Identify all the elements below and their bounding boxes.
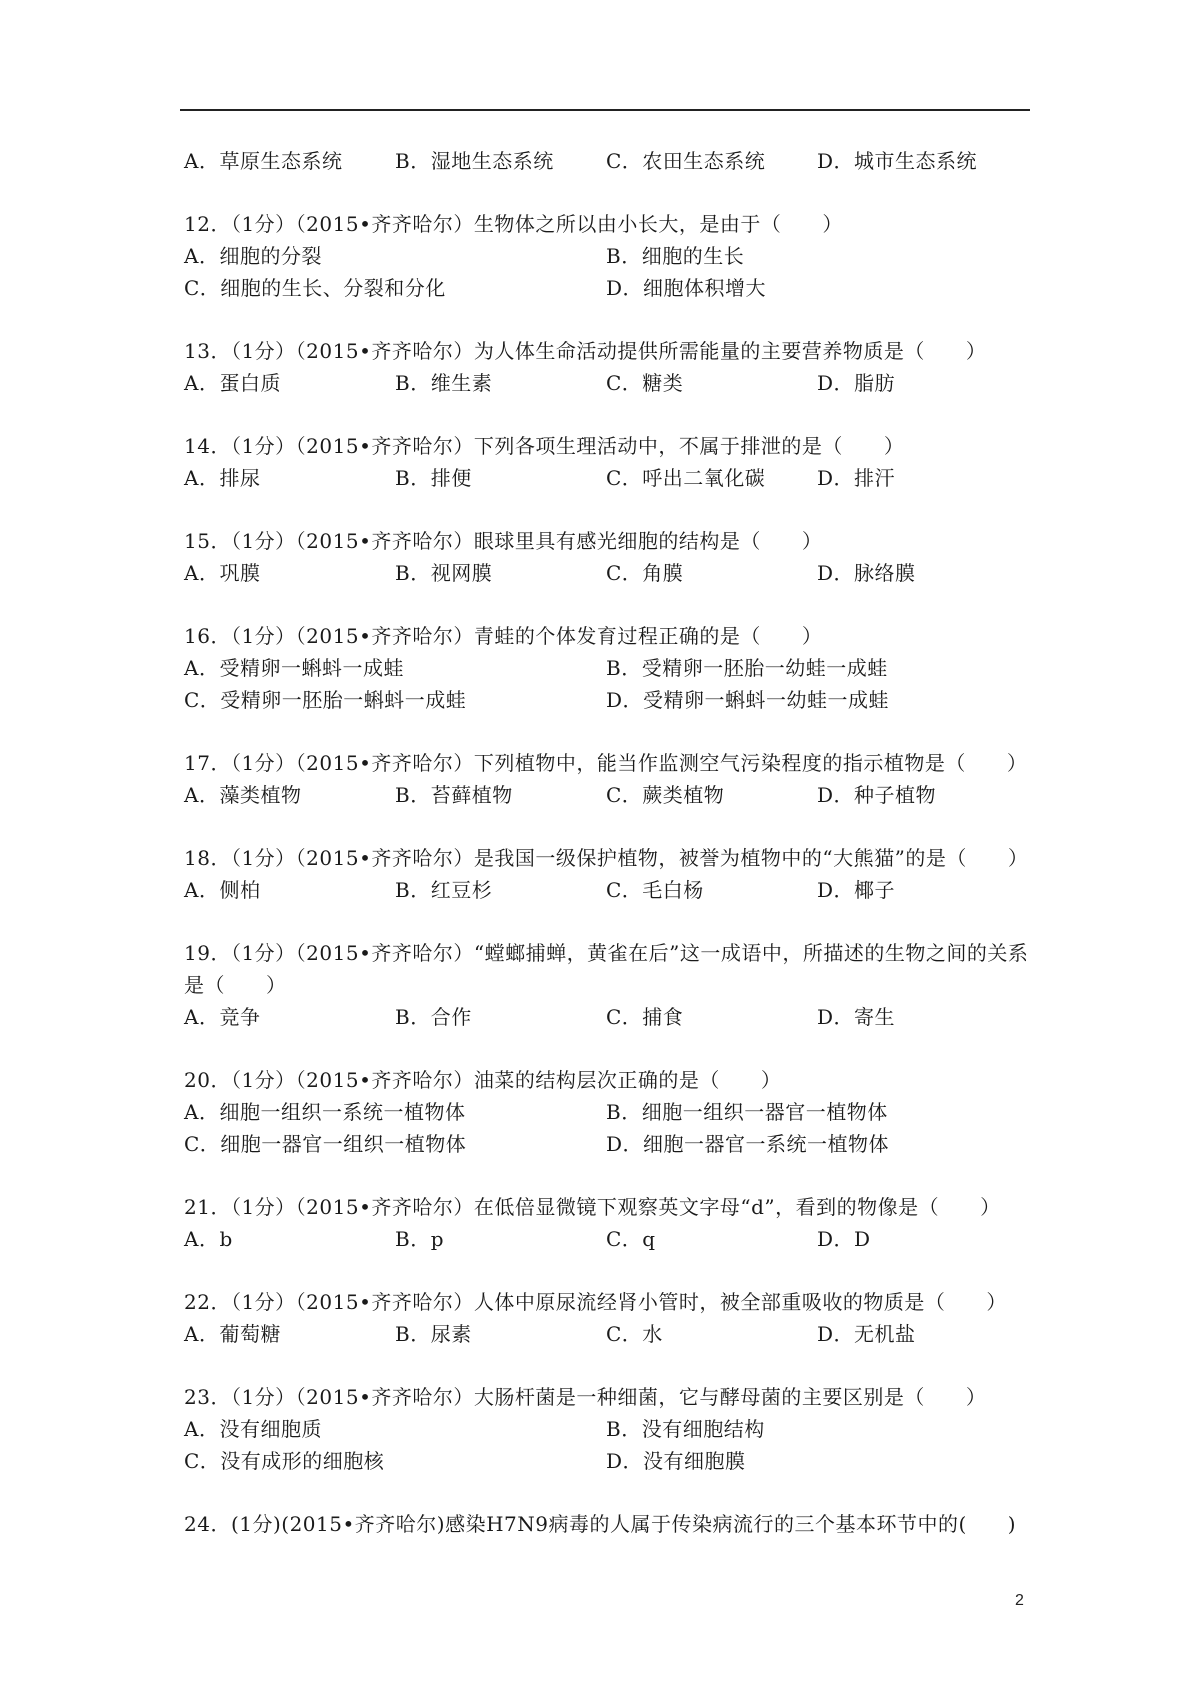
question-20 [184, 1064, 1034, 1160]
option-d: D．脂肪 [817, 371, 896, 395]
question-11-options [184, 145, 1034, 177]
option-c: C．捕食 [606, 1005, 684, 1029]
question-13 [184, 335, 1034, 399]
page-number: 2 [1015, 1592, 1024, 1609]
question-15 [184, 525, 1034, 589]
option-a: A．葡萄糖 [184, 1322, 281, 1346]
question-23 [184, 1381, 1034, 1477]
option-a: A．草原生态系统 [184, 149, 343, 173]
option-d: D．城市生态系统 [817, 149, 978, 173]
option-a: A．蛋白质 [184, 371, 281, 395]
option-d: D．椰子 [817, 878, 896, 902]
option-c: C．没有成形的细胞核 [184, 1449, 385, 1473]
question-list [184, 145, 1034, 1571]
option-a: A．藻类植物 [184, 783, 302, 807]
option-c: C．角膜 [606, 561, 684, 585]
option-b: B．红豆杉 [395, 878, 493, 902]
option-row [184, 240, 1034, 272]
option-a: A．细胞一组织一系统一植物体 [184, 1100, 466, 1124]
option-d: D．脉络膜 [817, 561, 916, 585]
option-c: C．呼出二氧化碳 [606, 466, 766, 490]
question-21 [184, 1191, 1034, 1255]
option-b: B．尿素 [395, 1322, 472, 1346]
option-d: D．受精卵一蝌蚪一幼蛙一成蛙 [606, 688, 890, 712]
option-d: D．无机盐 [817, 1322, 916, 1346]
option-row [184, 874, 1034, 906]
question-stem: 23．（1分）（2015•齐齐哈尔）大肠杆菌是一种细菌，它与酵母菌的主要区别是（ ） [184, 1385, 987, 1409]
option-row [184, 652, 1034, 684]
option-c: C．农田生态系统 [606, 149, 766, 173]
question-19 [184, 937, 1034, 1033]
option-b: B．没有细胞结构 [606, 1417, 765, 1441]
option-a: A．排尿 [184, 466, 261, 490]
question-17 [184, 747, 1034, 811]
option-a: A．巩膜 [184, 561, 261, 585]
option-d: D．寄生 [817, 1005, 896, 1029]
question-12 [184, 208, 1034, 304]
question-stem: 15．（1分）（2015•齐齐哈尔）眼球里具有感光细胞的结构是（ ） [184, 529, 823, 553]
option-b: B．排便 [395, 466, 472, 490]
option-b: B．湿地生态系统 [395, 149, 554, 173]
option-c: C．糖类 [606, 371, 684, 395]
option-a: A．侧柏 [184, 878, 261, 902]
option-c: C．受精卵一胚胎一蝌蚪一成蛙 [184, 688, 467, 712]
option-row [184, 462, 1034, 494]
option-a: A．受精卵一蝌蚪一成蛙 [184, 656, 404, 680]
option-b: B．苔藓植物 [395, 783, 513, 807]
option-row [184, 557, 1034, 589]
option-b: B．维生素 [395, 371, 493, 395]
question-stem: 21．（1分）（2015•齐齐哈尔）在低倍显微镜下观察英文字母“d”，看到的物像是（ ） [184, 1195, 1001, 1219]
option-c: C．蕨类植物 [606, 783, 725, 807]
option-b: B．细胞的生长 [606, 244, 745, 268]
option-row [184, 1318, 1034, 1350]
option-b: B．视网膜 [395, 561, 493, 585]
option-b: B．细胞一组织一器官一植物体 [606, 1100, 888, 1124]
question-stem: 20．（1分）（2015•齐齐哈尔）油菜的结构层次正确的是（ ） [184, 1068, 782, 1092]
option-row [184, 1223, 1034, 1255]
question-16 [184, 620, 1034, 716]
option-b: B．受精卵一胚胎一幼蛙一成蛙 [606, 656, 888, 680]
question-stem: 18．（1分）（2015•齐齐哈尔）是我国一级保护植物，被誉为植物中的“大熊猫”的是（ ） [184, 846, 1029, 870]
option-d: D．细胞一器官一系统一植物体 [606, 1132, 890, 1156]
question-stem: 17．（1分）（2015•齐齐哈尔）下列植物中，能当作监测空气污染程度的指示植物是（ ） [184, 751, 1028, 775]
option-a: A．b [184, 1227, 233, 1251]
question-stem: 12．（1分）（2015•齐齐哈尔）生物体之所以由小长大，是由于（ ） [184, 212, 843, 236]
option-row [184, 684, 1034, 716]
question-22 [184, 1286, 1034, 1350]
header-rule [180, 109, 1030, 111]
option-c: C．细胞的生长、分裂和分化 [184, 276, 446, 300]
question-14 [184, 430, 1034, 494]
question-18 [184, 842, 1034, 906]
option-row [184, 1128, 1034, 1160]
option-a: A．没有细胞质 [184, 1417, 322, 1441]
option-row [184, 779, 1034, 811]
question-stem: 19．（1分）（2015•齐齐哈尔）“螳螂捕蝉，黄雀在后”这一成语中，所描述的生物之间的关系是（ ） [184, 941, 1029, 997]
option-d: D．种子植物 [817, 783, 937, 807]
option-row [184, 1001, 1034, 1033]
option-c: C．q [606, 1227, 656, 1251]
option-a: A．竞争 [184, 1005, 261, 1029]
option-d: D．细胞体积增大 [606, 276, 767, 300]
question-24 [184, 1508, 1034, 1540]
option-b: B．p [395, 1227, 444, 1251]
option-d: D．D [817, 1227, 871, 1251]
option-row [184, 367, 1034, 399]
option-row [184, 1445, 1034, 1477]
option-row [184, 1096, 1034, 1128]
option-b: B．合作 [395, 1005, 472, 1029]
option-a: A．细胞的分裂 [184, 244, 322, 268]
option-row [184, 145, 1034, 177]
question-stem: 22．（1分）（2015•齐齐哈尔）人体中原尿流经肾小管时，被全部重吸收的物质是（ ） [184, 1290, 1007, 1314]
option-c: C．细胞一器官一组织一植物体 [184, 1132, 467, 1156]
option-d: D．没有细胞膜 [606, 1449, 746, 1473]
question-stem: 16．（1分）（2015•齐齐哈尔）青蛙的个体发育过程正确的是（ ） [184, 624, 823, 648]
option-row [184, 1413, 1034, 1445]
option-c: C．毛白杨 [606, 878, 704, 902]
question-stem: 24．(1分)(2015•齐齐哈尔)感染H7N9病毒的人属于传染病流行的三个基本环节中的( ) [184, 1512, 1017, 1536]
option-row [184, 272, 1034, 304]
question-stem: 14．（1分）（2015•齐齐哈尔）下列各项生理活动中，不属于排泄的是（ ） [184, 434, 905, 458]
question-stem: 13．（1分）（2015•齐齐哈尔）为人体生命活动提供所需能量的主要营养物质是（ ） [184, 339, 987, 363]
option-d: D．排汗 [817, 466, 896, 490]
option-c: C．水 [606, 1322, 663, 1346]
